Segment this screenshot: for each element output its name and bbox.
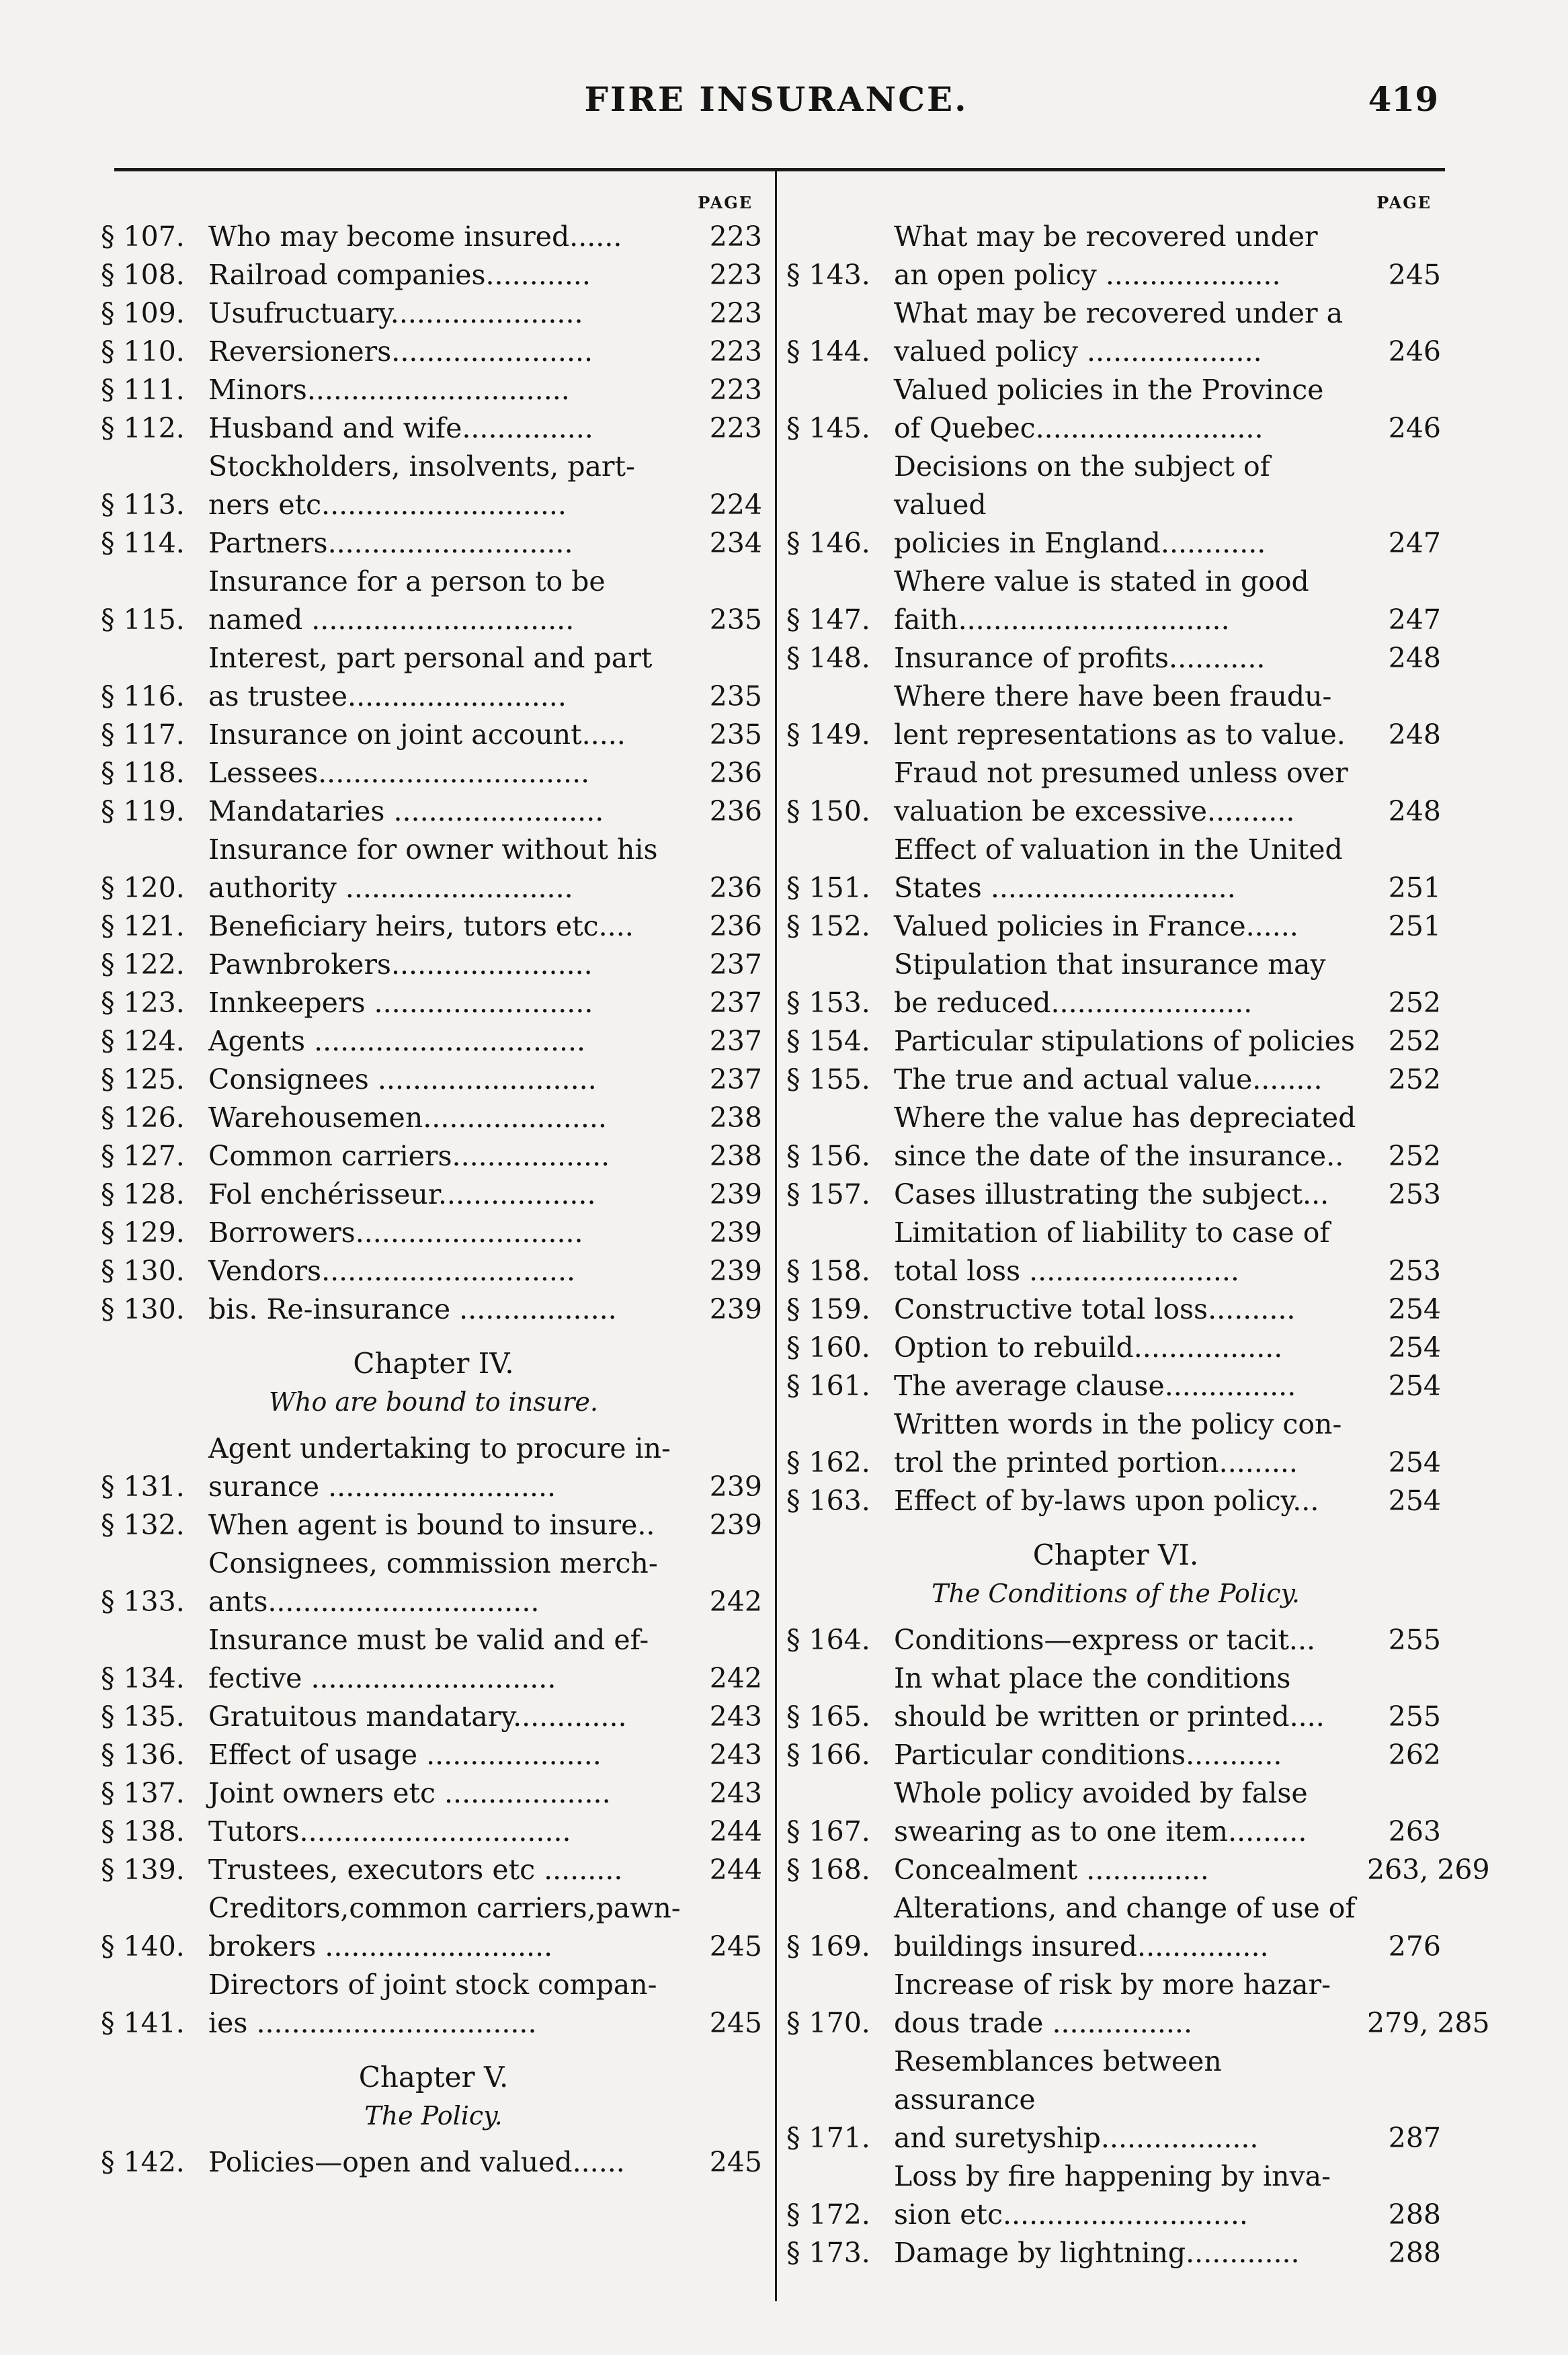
- entry-title: The average clause...............: [894, 1370, 1296, 1402]
- contents-entry: [101, 984, 766, 1022]
- entry-page: 252: [1388, 1063, 1441, 1096]
- entry-page: 239: [709, 1178, 762, 1210]
- entry-page: 263, 269: [1367, 1854, 1490, 1886]
- section-number: § 154.: [786, 1025, 870, 1057]
- entry-page: 236: [709, 757, 762, 789]
- chapter-subtitle: The Policy.: [364, 2101, 503, 2131]
- contents-entry: [101, 639, 766, 716]
- section-number: § 140.: [101, 1930, 185, 1962]
- section-number: § 163.: [786, 1485, 870, 1517]
- entry-title: Partners............................: [208, 527, 573, 559]
- section-number: § 128.: [101, 1178, 185, 1210]
- section-number: § 135.: [101, 1700, 185, 1733]
- entry-page: 255: [1388, 1624, 1441, 1656]
- section-number: § 118.: [101, 757, 185, 789]
- section-number: § 134.: [101, 1662, 185, 1694]
- entry-title: Railroad companies............: [208, 259, 591, 291]
- entry-page: 239: [709, 1509, 762, 1541]
- left-column: [101, 188, 766, 2182]
- contents-entry: [786, 218, 1445, 294]
- entry-title: Alterations, and change of use of buildings insured...............: [894, 1892, 1356, 1962]
- column-divider: [775, 168, 777, 2301]
- entry-title: Valued policies in France......: [894, 910, 1298, 942]
- section-number: § 141.: [101, 2007, 185, 2039]
- contents-entry: [101, 1099, 766, 1137]
- contents-entry: [786, 1099, 1445, 1175]
- entry-title: Insurance must be valid and ef- fective ............................: [208, 1624, 649, 1694]
- entry-title: Resemblances between assurance and suretyship..................: [894, 2045, 1259, 2154]
- entry-page: 237: [709, 987, 762, 1019]
- section-number: § 162.: [786, 1446, 870, 1479]
- contents-entry: [101, 1506, 766, 1544]
- entry-page: 239: [709, 1216, 762, 1249]
- contents-entry: [101, 1175, 766, 1214]
- section-number: § 130.: [101, 1293, 185, 1325]
- entry-page: 254: [1388, 1331, 1441, 1364]
- entry-title: Borrowers..........................: [208, 1216, 583, 1249]
- entry-title: Common carriers..................: [208, 1140, 610, 1172]
- contents-entry: [101, 1889, 766, 1966]
- entry-title: Trustees, executors etc .........: [208, 1854, 623, 1886]
- entry-title: Conditions—express or tacit...: [894, 1624, 1316, 1656]
- entry-page: 262: [1388, 1739, 1441, 1771]
- section-number: § 137.: [101, 1777, 185, 1809]
- section-number: § 153.: [786, 987, 870, 1019]
- entry-page: 223: [709, 412, 762, 444]
- section-number: § 161.: [786, 1370, 870, 1402]
- section-number: § 110.: [101, 335, 185, 368]
- section-number: § 122.: [101, 948, 185, 981]
- entry-title: Effect of valuation in the United States ............................: [894, 833, 1343, 904]
- entry-title: Stipulation that insurance may be reduced.......................: [894, 948, 1326, 1019]
- contents-entry: [101, 1851, 766, 1889]
- contents-entry: [101, 716, 766, 754]
- entry-title: Effect of usage ....................: [208, 1739, 602, 1771]
- contents-entry: [786, 2234, 1445, 2272]
- entry-page: 243: [709, 1777, 762, 1809]
- entry-title: Increase of risk by more hazar- dous trade ................: [894, 1969, 1331, 2039]
- contents-entry: [786, 1482, 1445, 1520]
- section-number: § 171.: [786, 2122, 870, 2154]
- chapter-heading: Chapter VI.: [1032, 1538, 1199, 1571]
- entry-page: 223: [709, 259, 762, 291]
- section-number: § 115.: [101, 604, 185, 636]
- entry-title: Effect of by-laws upon policy...: [894, 1485, 1319, 1517]
- entry-title: Mandataries ........................: [208, 795, 604, 827]
- section-number: § 131.: [101, 1471, 185, 1503]
- entry-page: 247: [1388, 604, 1441, 636]
- section-number: § 168.: [786, 1854, 870, 1886]
- contents-entry: [786, 1621, 1445, 1659]
- entry-page: 287: [1388, 2122, 1441, 2154]
- section-number: § 142.: [101, 2146, 185, 2178]
- section-number: § 166.: [786, 1739, 870, 1771]
- entry-title: Reversioners.......................: [208, 335, 593, 368]
- section-number: § 159.: [786, 1293, 870, 1325]
- entry-page: 245: [1388, 259, 1441, 291]
- entry-page: 255: [1388, 1700, 1441, 1733]
- section-number: § 113.: [101, 489, 185, 521]
- entry-title: When agent is bound to insure..: [208, 1509, 655, 1541]
- entry-title: What may be recovered under a valued policy ....................: [894, 297, 1344, 368]
- section-number: § 112.: [101, 412, 185, 444]
- entry-title: Insurance of profits...........: [894, 642, 1266, 674]
- entry-title: Written words in the policy con- trol the printed portion.........: [894, 1408, 1342, 1479]
- section-number: § 120.: [101, 872, 185, 904]
- contents-entry: [786, 1774, 1445, 1851]
- section-number: § 145.: [786, 412, 870, 444]
- contents-entry: [786, 754, 1445, 831]
- entry-title: Valued policies in the Province of Quebec..........................: [894, 374, 1324, 444]
- contents-entry: [786, 946, 1445, 1022]
- entry-title: Pawnbrokers.......................: [208, 948, 593, 981]
- section-number: § 116.: [101, 680, 185, 712]
- entry-page: 235: [709, 604, 762, 636]
- entry-page: 242: [709, 1585, 762, 1618]
- entry-title: Insurance for a person to be named ..............................: [208, 565, 606, 636]
- contents-entry: [101, 754, 766, 792]
- entry-page: 235: [709, 718, 762, 751]
- contents-entry: [786, 1214, 1445, 1290]
- section-number: § 125.: [101, 1063, 185, 1096]
- entry-page: 239: [709, 1255, 762, 1287]
- section-number: § 133.: [101, 1585, 185, 1618]
- entry-title: Vendors.............................: [208, 1255, 576, 1287]
- contents-entry: [786, 1022, 1445, 1061]
- contents-entry: [101, 2143, 766, 2182]
- section-number: § 136.: [101, 1739, 185, 1771]
- section-number: § 170.: [786, 2007, 870, 2039]
- contents-entry: [101, 1621, 766, 1698]
- contents-entry: [786, 1851, 1490, 1889]
- page-number: 419: [1368, 79, 1438, 119]
- entry-title: Whole policy avoided by false swearing as to one item.........: [894, 1777, 1308, 1848]
- section-number: § 169.: [786, 1930, 870, 1962]
- entry-page: 248: [1388, 642, 1441, 674]
- contents-entry: [101, 1061, 766, 1099]
- chapter-heading: Chapter V.: [358, 2061, 509, 2094]
- entry-page: 244: [709, 1854, 762, 1886]
- entry-title: Fraud not presumed unless over valuation be excessive..........: [894, 757, 1348, 827]
- section-number: § 172.: [786, 2198, 870, 2231]
- section-number: § 156.: [786, 1140, 870, 1172]
- section-number: § 119.: [101, 795, 185, 827]
- entry-page: 279, 285: [1367, 2007, 1490, 2039]
- entry-page: 276: [1388, 1930, 1441, 1962]
- chapter-heading: Chapter IV.: [353, 1347, 514, 1380]
- contents-entry: [101, 1813, 766, 1851]
- contents-entry: [786, 2157, 1445, 2234]
- contents-entry: [101, 1022, 766, 1061]
- entry-page: 254: [1388, 1446, 1441, 1479]
- contents-entry: [786, 907, 1445, 946]
- contents-entry: [786, 1329, 1445, 1367]
- section-number: § 111.: [101, 374, 185, 406]
- entry-title: Stockholders, insolvents, part- ners etc............................: [208, 450, 635, 521]
- section-number: § 165.: [786, 1700, 870, 1733]
- entry-title: Beneficiary heirs, tutors etc....: [208, 910, 634, 942]
- section-number: § 157.: [786, 1178, 870, 1210]
- contents-entry: [786, 1736, 1445, 1774]
- entry-page: 252: [1388, 987, 1441, 1019]
- entry-page: 245: [709, 2007, 762, 2039]
- contents-entry: [101, 1252, 766, 1290]
- entry-page: 234: [709, 527, 762, 559]
- entry-title: Concealment ..............: [894, 1854, 1209, 1886]
- entry-title: Warehousemen.....................: [208, 1102, 607, 1134]
- contents-entry: [786, 1061, 1445, 1099]
- contents-entry: [101, 1774, 766, 1813]
- section-number: § 130.: [101, 1255, 185, 1287]
- contents-entry: [786, 563, 1445, 639]
- header-rule: [114, 168, 1445, 171]
- contents-entry: [101, 946, 766, 984]
- section-number: § 109.: [101, 297, 185, 329]
- section-number: § 107.: [101, 220, 185, 253]
- contents-entry: [101, 831, 766, 907]
- entry-page: 252: [1388, 1025, 1441, 1057]
- section-number: § 126.: [101, 1102, 185, 1134]
- contents-entry: [786, 1659, 1445, 1736]
- entry-title: Joint owners etc ...................: [208, 1777, 611, 1809]
- entry-title: Agent undertaking to procure in- surance ..........................: [208, 1432, 671, 1503]
- running-title: FIRE INSURANCE.: [584, 79, 968, 119]
- section-number: § 147.: [786, 604, 870, 636]
- entry-page: 248: [1388, 718, 1441, 751]
- entry-page: 248: [1388, 795, 1441, 827]
- contents-entry: [101, 1137, 766, 1175]
- contents-entry: [786, 1290, 1445, 1329]
- section-number: § 151.: [786, 872, 870, 904]
- entry-page: 223: [709, 335, 762, 368]
- entry-page: 254: [1388, 1485, 1441, 1517]
- entry-title: Minors..............................: [208, 374, 570, 406]
- contents-entry: [786, 639, 1445, 677]
- contents-entry: [101, 333, 766, 371]
- entry-page: 237: [709, 1025, 762, 1057]
- section-number: § 138.: [101, 1815, 185, 1848]
- chapter-subtitle: The Conditions of the Policy.: [932, 1579, 1300, 1608]
- section-number: § 143.: [786, 259, 870, 291]
- entry-page: 246: [1388, 335, 1441, 368]
- contents-entry: [101, 524, 766, 563]
- entry-title: Agents ...............................: [208, 1025, 586, 1057]
- entry-page: 236: [709, 910, 762, 942]
- section-number: § 127.: [101, 1140, 185, 1172]
- entry-page: 235: [709, 680, 762, 712]
- entry-page: 246: [1388, 412, 1441, 444]
- entry-title: Insurance on joint account.....: [208, 718, 626, 751]
- entry-page: 224: [709, 489, 762, 521]
- section-number: § 121.: [101, 910, 185, 942]
- entry-page: 251: [1388, 872, 1441, 904]
- entry-title: Particular conditions...........: [894, 1739, 1282, 1771]
- contents-entry: [101, 1290, 766, 1329]
- section-number: § 167.: [786, 1815, 870, 1848]
- entry-page: 245: [709, 2146, 762, 2178]
- page-column-label: PAGE: [1376, 193, 1432, 212]
- entry-title: Usufructuary......................: [208, 297, 583, 329]
- entry-title: Where value is stated in good faith...............................: [894, 565, 1309, 636]
- entry-page: 253: [1388, 1178, 1441, 1210]
- entry-page: 243: [709, 1739, 762, 1771]
- contents-entry: [101, 294, 766, 333]
- contents-entry: [786, 1889, 1445, 1966]
- contents-entry: [101, 218, 766, 256]
- contents-entry: [786, 1367, 1445, 1405]
- entry-page: 237: [709, 948, 762, 981]
- entry-title: Lessees...............................: [208, 757, 590, 789]
- entry-page: 223: [709, 374, 762, 406]
- entry-page: 223: [709, 297, 762, 329]
- entry-page: 288: [1388, 2198, 1441, 2231]
- entry-title: Loss by fire happening by inva- sion etc............................: [894, 2160, 1331, 2231]
- section-number: § 148.: [786, 642, 870, 674]
- left-contents-list: [101, 218, 766, 2182]
- entry-title: Fol enchérisseur..................: [208, 1178, 596, 1210]
- entry-title: Husband and wife...............: [208, 412, 593, 444]
- section-number: § 164.: [786, 1624, 870, 1656]
- contents-entry: [786, 831, 1445, 907]
- contents-entry: [101, 1544, 766, 1621]
- entry-page: 244: [709, 1815, 762, 1848]
- section-number: § 129.: [101, 1216, 185, 1249]
- entry-title: Who may become insured......: [208, 220, 622, 253]
- entry-title: Creditors,common carriers,pawn- brokers ..........................: [208, 1892, 681, 1962]
- entry-page: 236: [709, 795, 762, 827]
- entry-title: Innkeepers .........................: [208, 987, 593, 1019]
- entry-page: 236: [709, 872, 762, 904]
- section-number: § 139.: [101, 1854, 185, 1886]
- contents-entry: [786, 1405, 1445, 1482]
- contents-entry: [101, 792, 766, 831]
- contents-entry: [101, 1966, 766, 2042]
- contents-entry: [101, 907, 766, 946]
- section-number: § 132.: [101, 1509, 185, 1541]
- contents-entry: [101, 1430, 766, 1506]
- entry-title: Decisions on the subject of valued policies in England............: [894, 450, 1270, 559]
- entry-title: Where the value has depreciated since the date of the insurance..: [894, 1102, 1356, 1172]
- contents-entry: [786, 1966, 1490, 2042]
- entry-title: Interest, part personal and part as trustee.........................: [208, 642, 653, 712]
- entry-page: 288: [1388, 2237, 1441, 2269]
- contents-entry: [101, 1736, 766, 1774]
- contents-entry: [786, 2042, 1445, 2157]
- contents-entry: [101, 1698, 766, 1736]
- contents-entry: [101, 563, 766, 639]
- entry-title: In what place the conditions should be written or printed....: [894, 1662, 1325, 1733]
- entry-title: Gratuitous mandatary.............: [208, 1700, 627, 1733]
- entry-page: 251: [1388, 910, 1441, 942]
- entry-title: Directors of joint stock compan- ies ................................: [208, 1969, 657, 2039]
- section-number: § 114.: [101, 527, 185, 559]
- entry-page: 223: [709, 220, 762, 253]
- section-number: § 149.: [786, 718, 870, 751]
- contents-entry: [101, 371, 766, 409]
- entry-page: 254: [1388, 1370, 1441, 1402]
- contents-entry: [101, 256, 766, 294]
- contents-entry: [101, 409, 766, 448]
- entry-page: 263: [1388, 1815, 1441, 1848]
- entry-title: Cases illustrating the subject...: [894, 1178, 1329, 1210]
- contents-entry: [786, 294, 1445, 371]
- section-number: § 123.: [101, 987, 185, 1019]
- entry-page: 254: [1388, 1293, 1441, 1325]
- entry-title: Consignees, commission merch- ants...............................: [208, 1547, 658, 1618]
- contents-entry: [101, 448, 766, 524]
- entry-page: 239: [709, 1293, 762, 1325]
- entry-title: What may be recovered under an open policy ....................: [894, 220, 1318, 291]
- right-column: [786, 188, 1490, 2272]
- entry-page: 247: [1388, 527, 1441, 559]
- entry-title: Tutors...............................: [208, 1815, 571, 1848]
- entry-title: Consignees .........................: [208, 1063, 597, 1096]
- section-number: § 158.: [786, 1255, 870, 1287]
- chapter-subtitle: Who are bound to insure.: [269, 1387, 598, 1417]
- entry-title: Constructive total loss..........: [894, 1293, 1296, 1325]
- entry-page: 252: [1388, 1140, 1441, 1172]
- page-header: [114, 79, 1438, 133]
- section-number: § 117.: [101, 718, 185, 751]
- entry-title: Insurance for owner without his authority ..........................: [208, 833, 658, 904]
- entry-page: 242: [709, 1662, 762, 1694]
- entry-title: Particular stipulations of policies: [894, 1025, 1355, 1057]
- entry-page: 237: [709, 1063, 762, 1096]
- section-number: § 124.: [101, 1025, 185, 1057]
- contents-entry: [786, 371, 1445, 448]
- section-number: § 155.: [786, 1063, 870, 1096]
- section-number: § 108.: [101, 259, 185, 291]
- section-number: § 144.: [786, 335, 870, 368]
- entry-page: 239: [709, 1471, 762, 1503]
- section-number: § 160.: [786, 1331, 870, 1364]
- entry-title: Damage by lightning.............: [894, 2237, 1300, 2269]
- entry-page: 253: [1388, 1255, 1441, 1287]
- right-contents-list: [786, 218, 1490, 2272]
- entry-title: Policies—open and valued......: [208, 2146, 625, 2178]
- entry-title: Option to rebuild.................: [894, 1331, 1283, 1364]
- contents-entry: [786, 1175, 1445, 1214]
- entry-page: 238: [709, 1140, 762, 1172]
- entry-title: bis. Re-insurance ..................: [208, 1293, 617, 1325]
- contents-entry: [786, 677, 1445, 754]
- section-number: § 173.: [786, 2237, 870, 2269]
- entry-page: 238: [709, 1102, 762, 1134]
- contents-entry: [101, 1214, 766, 1252]
- section-number: § 150.: [786, 795, 870, 827]
- entry-title: Where there have been fraudu- lent representations as to value.: [894, 680, 1346, 751]
- entry-title: Limitation of liability to case of total loss ........................: [894, 1216, 1330, 1287]
- entry-page: 245: [709, 1930, 762, 1962]
- section-number: § 152.: [786, 910, 870, 942]
- entry-title: The true and actual value........: [894, 1063, 1323, 1096]
- page-column-label: PAGE: [698, 193, 753, 212]
- entry-page: 243: [709, 1700, 762, 1733]
- contents-entry: [786, 448, 1445, 563]
- section-number: § 146.: [786, 527, 870, 559]
